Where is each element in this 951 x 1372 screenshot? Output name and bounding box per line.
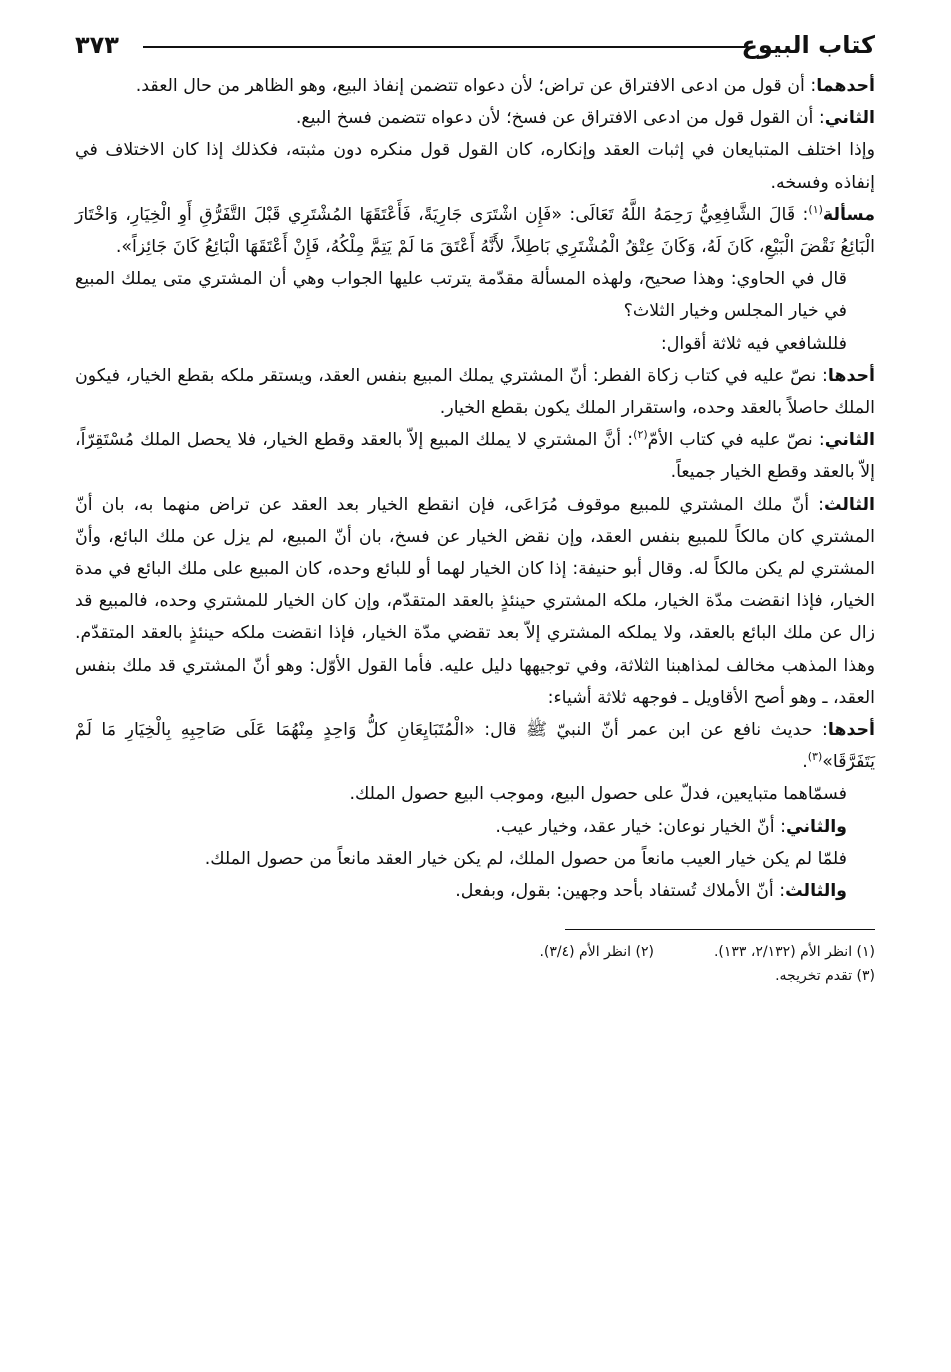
footnote-ref: (٣) bbox=[807, 750, 823, 764]
paragraph bbox=[75, 70, 875, 102]
paragraph-text: : أنَّ المشتري لا يملك المبيع إلاّ بالعقد وقطع الخيار، فلا يحصل الملك مُسْتَقِرّاً، إلاّ بالعقد وقطع الخيار جميعاً. bbox=[75, 430, 875, 483]
paragraph bbox=[75, 328, 875, 360]
paragraph-text: : أنّ ملك المشتري للمبيع موقوف مُرَاعَى، فإن انقطع الخيار بعد العقد عن تراض منهما به، بان أنّ المشتري كان مالكاً للمبيع بنفس العقد، وإن نقض الخيار عن فسخ، بان أنّ المبيع، لم يزل عن ملك البائع، وأنّ المشتري لم يكن مالكاً له. وقال أبو حنيفة: إذا كان الخيار لهما أو للبائع وحده، كان المبيع على ملك البائع في مدة الخيار، فإذا انقضت مدّة الخيار، ملكه المشتري حينئذٍ بالعقد المتقدّم، وإن كان الخيار للمشتري وحده، فالمبيع قد زال عن ملك البائع بالعقد، ولا يملكه المشتري إلاّ بعد تقضي مدّة الخيار، فإذا انقضت ملكه حينئذٍ بالعقد المتقدّم. وهذا المذهب مخالف لمذاهبنا الثلاثة، وفي توجيهها دليل عليه. فأما القول الأوّل: وهو أنّ المشتري قد ملك بنفس العقد، ـ وهو أصح الأقاويل ـ فوجهه ثلاثة أشياء: bbox=[75, 494, 875, 708]
paragraph bbox=[75, 778, 875, 810]
paragraph-text: : نصّ عليه في كتاب زكاة الفطر: أنّ المشتري يملك المبيع بنفس العقد، ويستقر ملكه بقطع الخيار، فيكون الملك حاصلاً بالعقد وحده، واستقرار الملك يكون بقطع الخيار. bbox=[75, 365, 875, 419]
paragraph bbox=[75, 263, 875, 327]
footnote-rule bbox=[565, 929, 875, 930]
page-number: ٣٧٣ bbox=[75, 31, 119, 59]
page-header bbox=[75, 30, 875, 64]
paragraph bbox=[75, 134, 875, 198]
footnote-ref: (١) bbox=[808, 203, 823, 217]
paragraph bbox=[75, 714, 875, 778]
document-page bbox=[75, 30, 875, 1350]
paragraph-lead: أحدهما bbox=[816, 76, 875, 96]
paragraph bbox=[75, 199, 875, 263]
footnote-row bbox=[75, 964, 875, 988]
paragraph-lead: الثالث bbox=[823, 494, 875, 515]
footnote-3: (٣) تقدم تخريجه. bbox=[775, 968, 875, 985]
footnote-row bbox=[75, 940, 875, 964]
paragraph bbox=[75, 102, 875, 134]
paragraph bbox=[75, 489, 875, 714]
footnotes bbox=[75, 940, 875, 988]
paragraph-text: وإذا اختلف المتبايعان في إثبات العقد وإنكاره، كان القول قول منكره دون مثبته، فكذلك إذا كان الاختلاف في إنفاذه وفسخه. bbox=[75, 140, 875, 193]
paragraph bbox=[75, 843, 875, 875]
footnote-1: (١) انظر الأم (٢/١٣٢، ١٣٣). bbox=[713, 944, 875, 961]
paragraph-lead: والثالث bbox=[785, 881, 847, 902]
paragraph-lead: والثاني bbox=[785, 816, 847, 837]
paragraph-text: قال في الحاوي: وهذا صحيح، ولهذه المسألة مقدّمة يترتب عليها الجواب وهي أن المشتري متى يملك المبيع في خيار المجلس وخيار الثلاث؟ bbox=[75, 269, 847, 322]
paragraph-text: : أن القول قول من ادعى الافتراق عن فسخ؛ لأن دعواه تتضمن فسخ البيع. bbox=[295, 108, 825, 129]
paragraph-text: . bbox=[802, 752, 808, 773]
paragraph-lead: مسألة bbox=[822, 204, 875, 225]
paragraph bbox=[75, 811, 875, 843]
paragraph bbox=[75, 875, 875, 907]
paragraph-text: : أنّ الأملاك تُستفاد بأحد وجهين: بقول، وبفعل. bbox=[455, 881, 786, 902]
paragraph-lead: الثاني bbox=[824, 430, 876, 451]
paragraph-lead: أحدها bbox=[827, 720, 875, 741]
paragraph-text: فسمّاهما متبايعين، فدلّ على حصول البيع، وموجب البيع حصول الملك. bbox=[349, 784, 847, 805]
paragraph-text: : أن قول من ادعى الافتراق عن تراض؛ لأن دعواه تتضمن إنفاذ البيع، وهو الظاهر من حال العقد. bbox=[135, 76, 817, 96]
paragraph-text: : أنّ الخيار نوعان: خيار عقد، وخيار عيب. bbox=[495, 816, 786, 837]
paragraph-text: : نصّ عليه في كتاب الأمّ bbox=[647, 430, 825, 451]
book-title: كتاب البيوع bbox=[741, 31, 875, 59]
paragraph-text: فللشافعي فيه ثلاثة أقوال: bbox=[660, 333, 847, 354]
paragraph bbox=[75, 424, 875, 488]
footnote-2: (٢) انظر الأم (٣/٤). bbox=[539, 944, 654, 961]
paragraph-text: : قَالَ الشَّافِعِيُّ رَحِمَهُ اللَّهُ تَعَالَى: «فَإِن اشْتَرَى جَارِيَةً، فَأَعْتَقَهَا المُشْتَرِي قَبْلَ التَّفَرُّقِ أَوِ الْخِيَارِ، وَاخْتَارَ الْبَائِعُ نَقْضَ الْبَيْعِ، كَانَ لَهُ، وَكَانَ عِتْقُ الْمُشْتَرِي بَاطِلاً، لأَنَّهُ أَعْتَقَ مَا لَمْ يَتِمَّ مِلْكُهُ، فَإِنْ أَعْتَقَهَا الْبَائِعُ كَانَ جَائِزاً». bbox=[75, 204, 875, 258]
main-text bbox=[75, 70, 875, 907]
header-rule bbox=[143, 46, 745, 48]
paragraph-lead: الثاني bbox=[824, 108, 875, 129]
paragraph-text: فلمّا لم يكن خيار العيب مانعاً من حصول الملك، لم يكن خيار العقد مانعاً من حصول الملك. bbox=[204, 848, 847, 869]
paragraph bbox=[75, 360, 875, 424]
footnote-ref: (٢) bbox=[633, 428, 648, 442]
paragraph-text: : حديث نافع عن ابن عمر أنّ النبيّ ﷺ قال: «الْمُتَبَايِعَانِ كلُّ وَاحِدٍ مِنْهُمَا عَلَى صَاحِبِهِ بِالْخِيَارِ مَا لَمْ يَتَفَرَّقَا» bbox=[75, 720, 875, 773]
paragraph-lead: أحدها bbox=[827, 365, 875, 386]
